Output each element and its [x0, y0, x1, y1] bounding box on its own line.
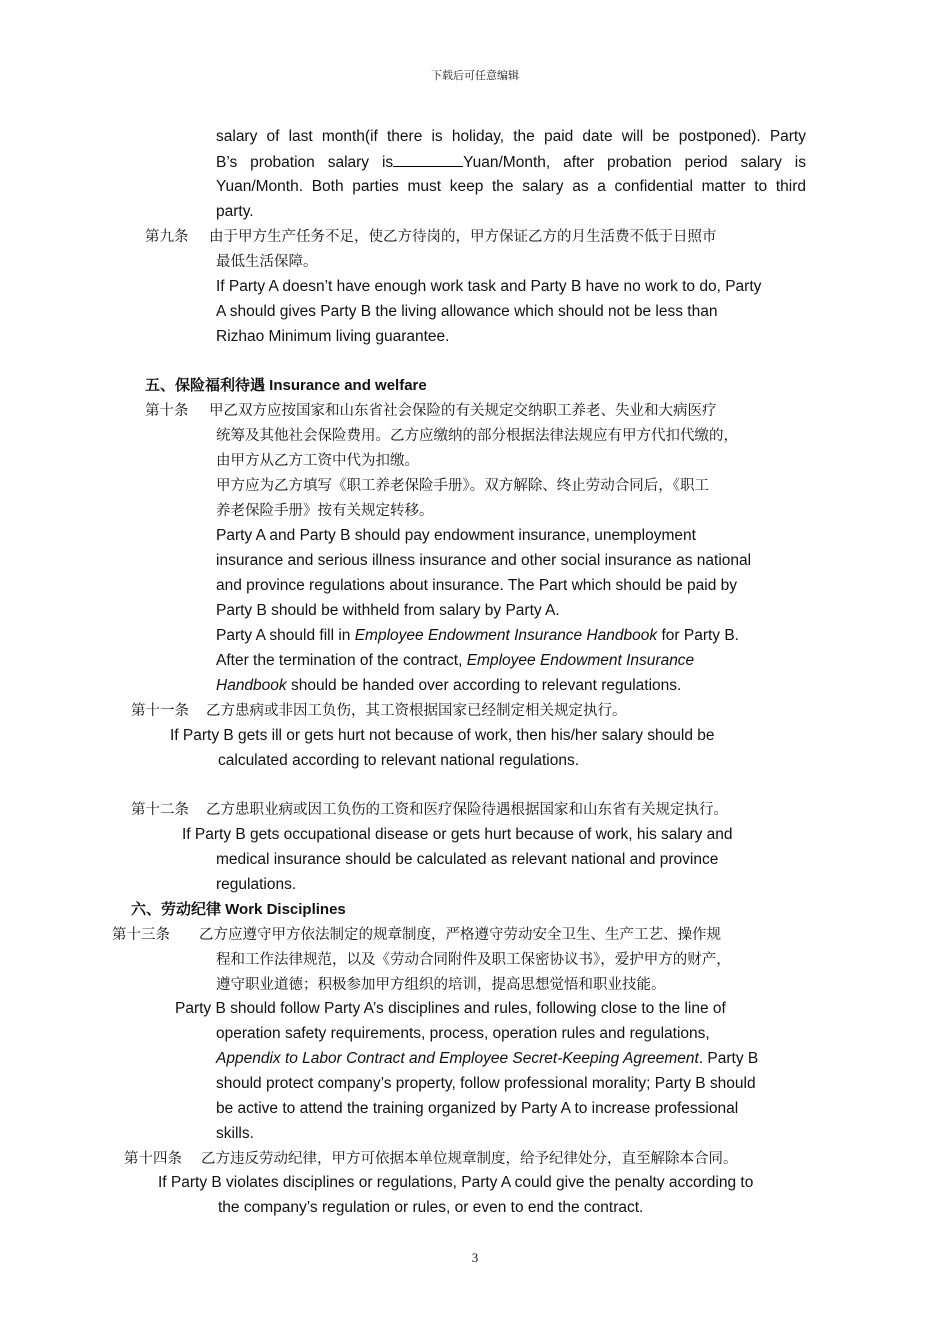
article-12-label: 第十二条	[131, 802, 189, 818]
article-10-en-6-a: After the termination of the contract,	[216, 652, 467, 669]
article-9-en-2: A should gives Party B the living allowance which should not be less than	[216, 303, 718, 320]
article-13-en-3-b: . Party B	[698, 1050, 759, 1067]
page-number: 3	[471, 1250, 479, 1265]
article-12-en-1: If Party B gets occupational disease or gets hurt because of work, his salary and	[182, 826, 733, 843]
article-10-en-7	[216, 676, 681, 696]
handbook-title-part-1: Employee Endowment Insurance	[466, 652, 695, 669]
article-12-en-2: medical insurance should be calculated as relevant national and province	[216, 851, 719, 868]
article-10-zh-2: 统筹及其他社会保险费用。乙方应缴纳的部分根据法律法规应有甲方代扣代缴的，	[216, 428, 738, 444]
article-11-en-2: calculated according to relevant national regulations.	[218, 752, 580, 769]
handbook-title-part-2: Handbook	[216, 677, 287, 694]
article-14-en-2: the company’s regulation or rules, or even to end the contract.	[218, 1199, 644, 1216]
section-5-heading: 五、保险福利待遇 Insurance and welfare	[145, 377, 427, 394]
article-10-zh-5: 养老保险手册》按有关规定转移。	[216, 503, 434, 519]
article-9-en-3: Rizhao Minimum living guarantee.	[216, 328, 450, 345]
salary-line-2-start: B’s probation salary is	[216, 154, 394, 171]
article-12-en-3: regulations.	[216, 876, 297, 893]
article-10-en-2: insurance and serious illness insurance and other social insurance as national	[216, 552, 752, 569]
article-13-zh-1: 乙方应遵守甲方依法制定的规章制度，严格遵守劳动安全卫生、生产工艺、操作规	[199, 927, 721, 943]
article-11-label: 第十一条	[131, 703, 189, 719]
article-9-label: 第九条	[145, 229, 189, 245]
article-13-en-3	[216, 1049, 758, 1069]
article-11-zh-1: 乙方患病或非因工负伤，其工资根据国家已经制定相关规定执行。	[206, 703, 627, 719]
article-10-zh-4: 甲方应为乙方填写《职工养老保险手册》。双方解除、终止劳动合同后，《职工	[216, 478, 709, 494]
article-14-en-1: If Party B violates disciplines or regulations, Party A could give the penalty according to	[158, 1174, 754, 1191]
article-9-zh-1: 由于甲方生产任务不足，使乙方待岗的，甲方保证乙方的月生活费不低于日照市	[209, 229, 717, 245]
salary-blank-field	[393, 152, 463, 167]
article-11-en-1: If Party B gets ill or gets hurt not because of work, then his/her salary should be	[170, 727, 715, 744]
article-10-label: 第十条	[145, 403, 189, 419]
salary-line-2	[216, 152, 806, 173]
article-9-zh-2: 最低生活保障。	[216, 254, 318, 270]
salary-line-3: Yuan/Month. Both parties must keep the salary as a confidential matter to third	[216, 178, 806, 195]
salary-line-2-end: Yuan/Month, after probation period salary is	[463, 154, 806, 171]
article-13-en-1: Party B should follow Party A’s disciplines and rules, following close to the line of	[175, 1000, 726, 1017]
article-12-zh-1: 乙方患职业病或因工负伤的工资和医疗保险待遇根据国家和山东省有关规定执行。	[206, 802, 728, 818]
article-13-label: 第十三条	[112, 927, 170, 943]
article-10-en-5-c: for Party B.	[657, 627, 739, 644]
article-9-en-1: If Party A doesn’t have enough work task and Party B have no work to do, Party	[216, 278, 762, 295]
article-10-zh-3: 由甲方从乙方工资中代为扣缴。	[216, 453, 419, 469]
article-13-zh-2: 程和工作法律规范，以及《劳动合同附件及职工保密协议书》，爱护甲方的财产，	[216, 952, 731, 968]
page-header: 下载后可任意编辑	[431, 69, 519, 82]
salary-line-4: party.	[216, 203, 254, 220]
salary-line-1: salary of last month(if there is holiday, the paid date will be postponed). Party	[216, 128, 806, 145]
article-13-en-6: skills.	[216, 1125, 254, 1142]
article-10-en-4: Party B should be withheld from salary by Party A.	[216, 602, 560, 619]
article-10-en-5	[216, 626, 739, 646]
section-6-heading: 六、劳动纪律 Work Disciplines	[131, 901, 346, 918]
article-14-zh-1: 乙方违反劳动纪律，甲方可依据本单位规章制度，给予纪律处分，直至解除本合同。	[201, 1151, 738, 1167]
article-10-en-3: and province regulations about insurance. The Part which should be paid by	[216, 577, 738, 594]
article-14-label: 第十四条	[124, 1151, 182, 1167]
agreement-title: Appendix to Labor Contract and Employee Secret-Keeping Agreement	[216, 1050, 699, 1067]
article-10-zh-1: 甲乙双方应按国家和山东省社会保险的有关规定交纳职工养老、失业和大病医疗	[209, 403, 717, 419]
handbook-title: Employee Endowment Insurance Handbook	[354, 627, 658, 644]
article-10-en-6	[216, 651, 694, 671]
article-13-en-2: operation safety requirements, process, operation rules and regulations,	[216, 1025, 710, 1042]
article-13-en-4: should protect company’s property, follow professional morality; Party B should	[216, 1075, 756, 1092]
article-13-zh-3: 遵守职业道德；积极参加甲方组织的培训，提高思想觉悟和职业技能。	[216, 977, 666, 993]
article-10-en-1: Party A and Party B should pay endowment insurance, unemployment	[216, 527, 696, 544]
article-10-en-5-a: Party A should fill in	[216, 627, 355, 644]
article-13-en-5: be active to attend the training organized by Party A to increase professional	[216, 1100, 739, 1117]
article-10-en-7-b: should be handed over according to relevant regulations.	[286, 677, 682, 694]
